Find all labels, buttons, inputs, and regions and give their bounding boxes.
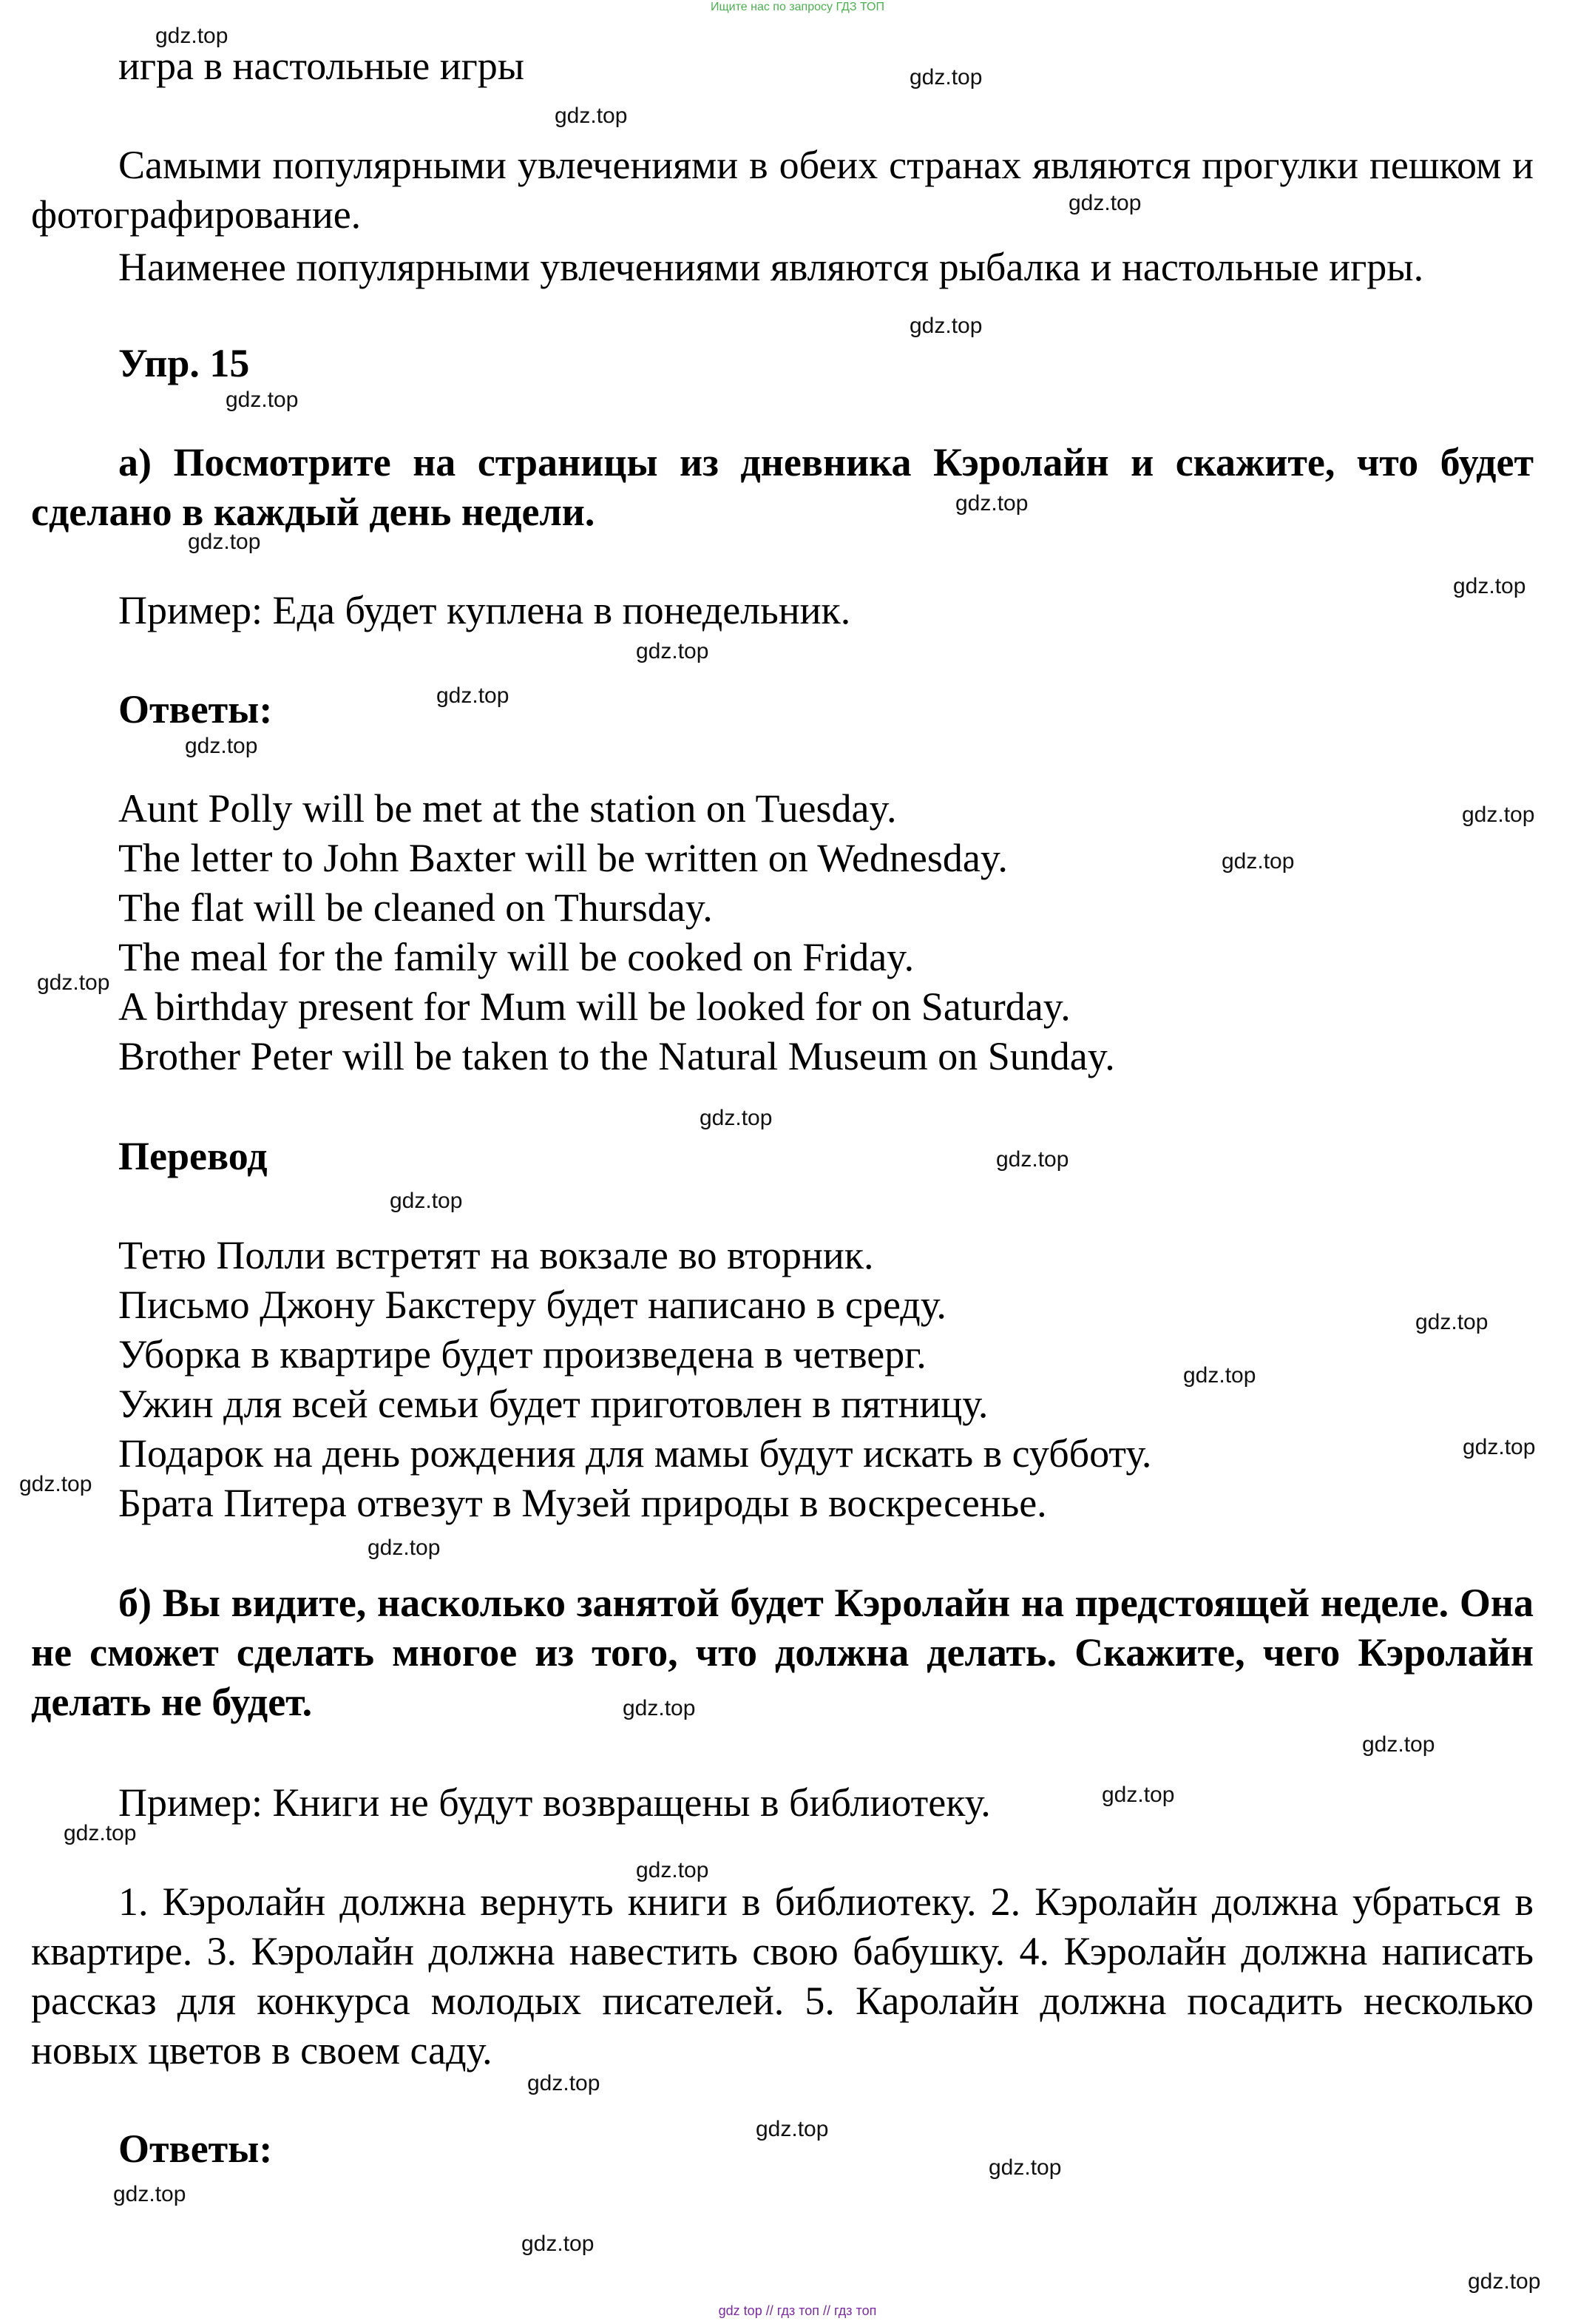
task-a: а) Посмотрите на страницы из дневника Кэролайн и скажите, что будет сделано в каждый день недели. — [31, 440, 1534, 534]
watermark: gdz.top — [989, 2155, 1062, 2180]
watermark: gdz.top — [1069, 191, 1142, 215]
watermark: gdz.top — [64, 1821, 137, 1845]
watermark: gdz.top — [19, 1472, 92, 1496]
exercise-title: Упр. 15 — [118, 341, 250, 385]
example-a: Пример: Еда будет куплена в понедельник. — [118, 588, 851, 632]
bottom-banner[interactable]: gdz top // гдз топ // гдз топ — [718, 2303, 877, 2318]
answer-line: Brother Peter will be taken to the Natural Museum on Sunday. — [118, 1034, 1115, 1078]
intro-line: игра в настольные игры — [118, 44, 525, 88]
watermark: gdz.top — [756, 2117, 829, 2141]
watermark: gdz.top — [910, 314, 983, 338]
watermark: gdz.top — [1463, 1435, 1536, 1459]
watermark: gdz.top — [368, 1536, 441, 1560]
translation-line: Ужин для всей семьи будет приготовлен в пятницу. — [118, 1382, 989, 1426]
watermark: gdz.top — [37, 970, 110, 995]
watermark: gdz.top — [1415, 1310, 1489, 1334]
watermark: gdz.top — [390, 1189, 463, 1213]
watermark: gdz.top — [555, 104, 628, 128]
translation-list — [118, 1231, 1151, 1528]
watermark: gdz.top — [996, 1147, 1069, 1172]
answer-line: Aunt Polly will be met at the station on Tuesday. — [118, 786, 897, 831]
watermark: gdz.top — [1453, 574, 1526, 598]
example-b: Пример: Книги не будут возвращены в библиотеку. — [118, 1780, 991, 1825]
translation-line: Уборка в квартире будет произведена в четверг. — [118, 1332, 927, 1377]
answers-heading-b: Ответы: — [118, 2127, 273, 2171]
intro-paragraph-2: Наименее популярными увлечениями являются рыбалка и настольные игры. — [118, 245, 1424, 289]
watermark: gdz.top — [1183, 1363, 1256, 1388]
translation-line: Подарок на день рождения для мамы будут искать в субботу. — [118, 1431, 1152, 1476]
watermark: gdz.top — [636, 1858, 709, 1882]
task-b: б) Вы видите, насколько занятой будет Кэролайн на предстоящей неделе. Она не сможет сделать многое из того, что должна делать. Скажите, чего Кэролайн делать не будет. — [31, 1581, 1534, 1724]
watermark: gdz.top — [436, 683, 509, 708]
answers-list — [118, 784, 1115, 1081]
answer-line: A birthday present for Mum will be looked for on Saturday. — [118, 984, 1071, 1029]
watermark: gdz.top — [623, 1696, 696, 1720]
watermark: gdz.top — [1222, 849, 1295, 874]
watermark: gdz.top — [188, 530, 261, 554]
translation-heading: Перевод — [118, 1134, 268, 1178]
answer-line: The flat will be cleaned on Thursday. — [118, 885, 713, 930]
watermark: gdz.top — [527, 2071, 600, 2095]
watermark: gdz.top — [1362, 1732, 1435, 1757]
answer-line: The letter to John Baxter will be written on Wednesday. — [118, 836, 1008, 880]
watermark: gdz.top — [1102, 1783, 1175, 1807]
top-banner[interactable]: Ищите нас по запросу ГДЗ ТОП — [711, 1, 884, 13]
answers-heading: Ответы: — [118, 687, 273, 732]
watermark: gdz.top — [155, 24, 228, 48]
watermark: gdz.top — [910, 65, 983, 89]
watermark: gdz.top — [636, 639, 709, 663]
watermark: gdz.top — [955, 491, 1029, 516]
watermark: gdz.top — [1462, 803, 1535, 827]
watermark: gdz.top — [185, 734, 258, 758]
watermark: gdz.top — [113, 2182, 186, 2206]
watermark: gdz.top — [226, 388, 299, 412]
answer-line: The meal for the family will be cooked on Friday. — [118, 935, 915, 979]
watermark: gdz.top — [700, 1106, 773, 1130]
watermark: gdz.top — [1468, 2269, 1541, 2294]
translation-line: Письмо Джону Бакстеру будет написано в среду. — [118, 1283, 946, 1327]
watermark: gdz.top — [521, 2232, 595, 2256]
translation-line: Тетю Полли встретят на вокзале во вторник. — [118, 1233, 874, 1277]
list-b: 1. Кэролайн должна вернуть книги в библиотеку. 2. Кэролайн должна убраться в квартире. 3. Кэролайн должна навестить свою бабушку. 4. Кэролайн должна написать рассказ для конкурса молодых писателей. 5. Каролайн должна посадить несколько новых цветов в своем саду. — [31, 1879, 1534, 2073]
intro-paragraph: Самыми популярными увлечениями в обеих странах являются прогулки пешком и фотографирование. — [31, 143, 1534, 237]
translation-line: Брата Питера отвезут в Музей природы в воскресенье. — [118, 1481, 1047, 1525]
